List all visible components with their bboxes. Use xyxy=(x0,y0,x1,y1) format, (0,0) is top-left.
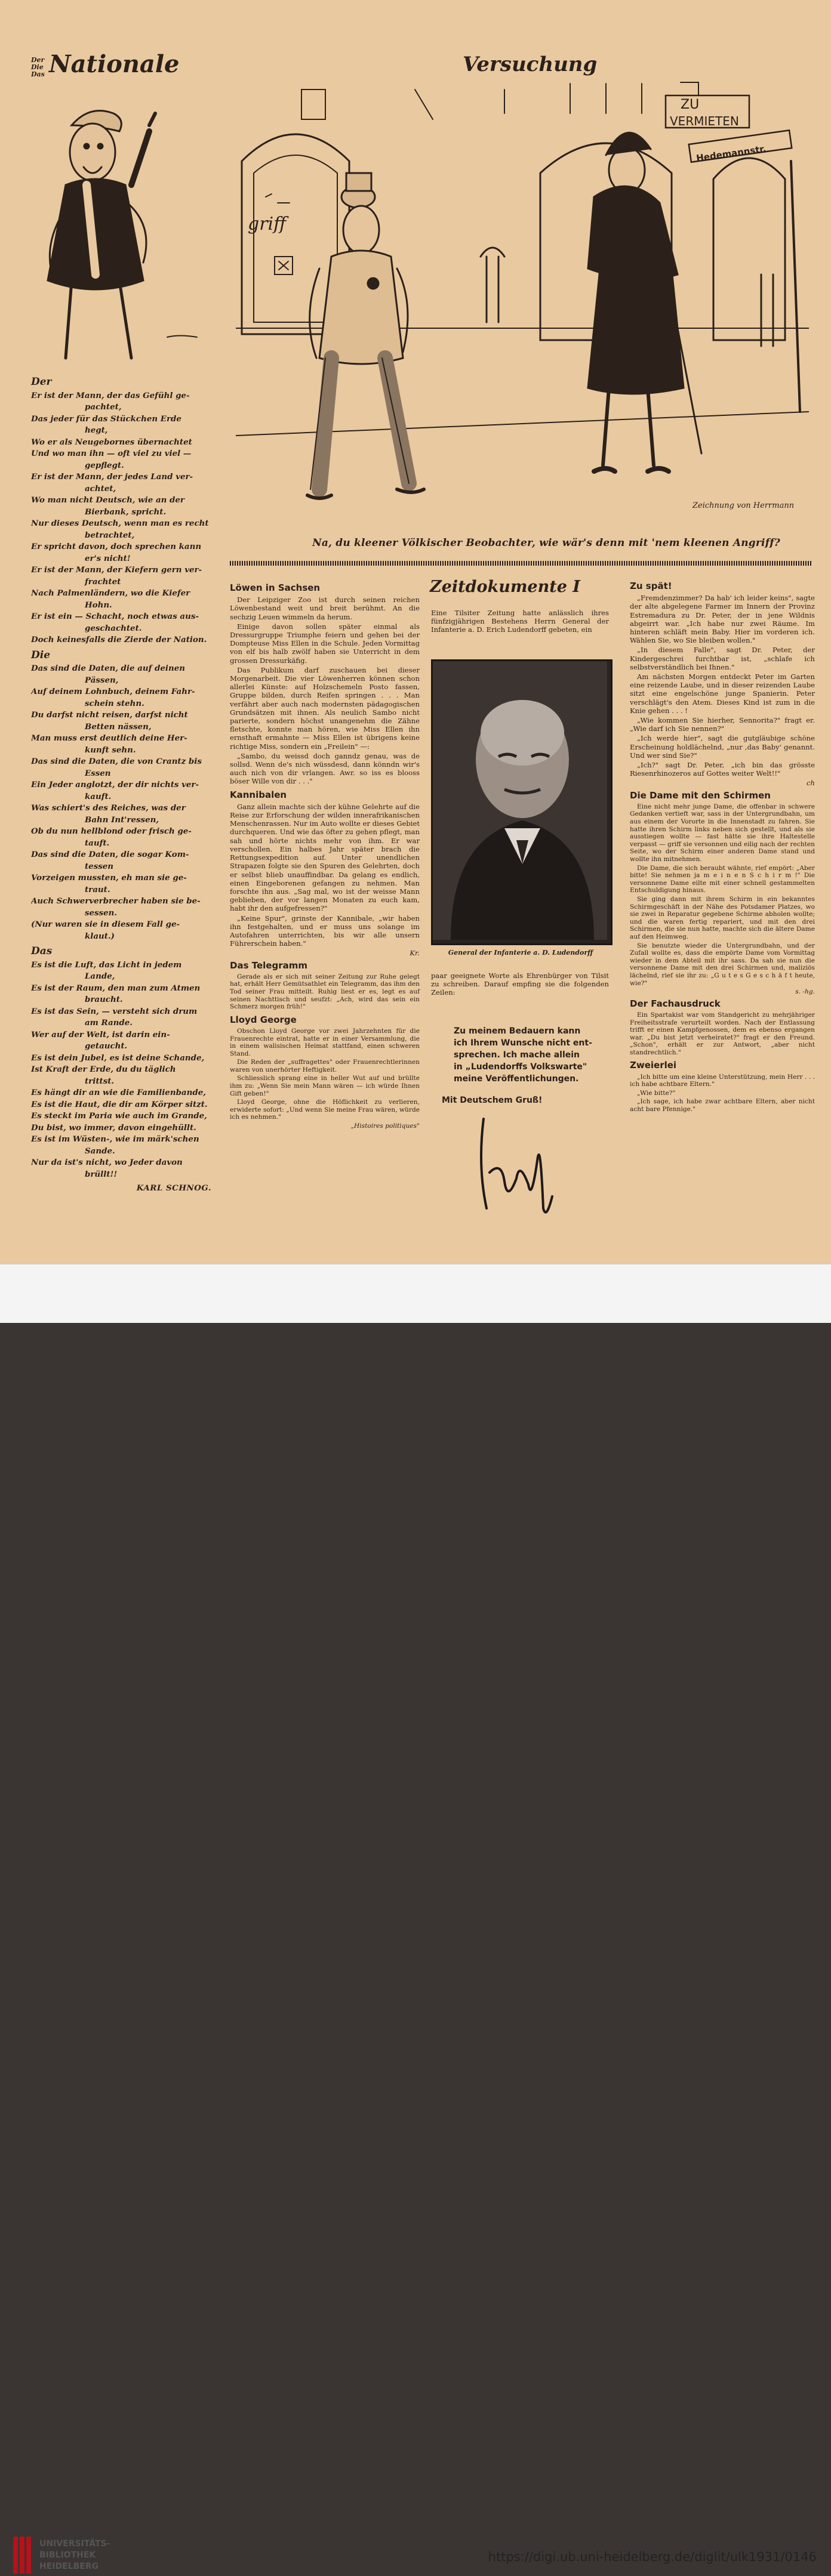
poem-line: klaut.) xyxy=(85,931,115,941)
poem-line: Sande. xyxy=(85,1146,115,1156)
poem-line: Er ist der Mann, der Kiefern gern ver- xyxy=(31,565,202,575)
library-logo[interactable] xyxy=(13,2534,110,2576)
spaet-paragraph: „Ich?" sagt Dr. Peter, „ich bin das grösste Riesenrhinozeros auf Gottes weiter Welt!!" xyxy=(630,761,815,778)
heading-telegramm: Das Telegramm xyxy=(230,960,307,971)
ludendorff-letter xyxy=(442,1025,603,1106)
poem-line: sessen. xyxy=(85,908,118,918)
poem-line: Man muss erst deutlich deine Her- xyxy=(31,733,187,743)
poem-section-heading: Das xyxy=(31,945,53,957)
spaet-paragraph: Am nächsten Morgen entdeckt Peter im Garten eine reizende Laube, und in dieser reizenden Laube sitzt eine engelschöne junge Spanierin. Peter verschlägt's den Atem. Dieses Kind ist zum in die Knie gehen . . . ! xyxy=(630,672,815,715)
loewen-paragraph: Das Publikum darf zuschauen bei dieser Morgenarbeit. Die vier Löwenherren können schon allerlei Künste: auf Holzschemeln Posto fassen, Gruppe bilden, durch Reifen springen . . . Man verfährt aber auch nach modernsten pädagogischen Grundsätzen mit ihnen. Als neulich Sambo nicht parierte, sondern höchst unangenehm die Zähne fletschte, konnte man hören, wie Miss Ellen ihn ernsthaft ermahnte — Miss Ellen ist übrigens keine richtige Miss, sondern ein „Freilein" —: xyxy=(230,665,420,751)
title-versuchung: Versuchung xyxy=(463,53,598,76)
library-name-line: UNIVERSITÄTS- xyxy=(39,2538,110,2549)
heading-dame-mit-schirmen: Die Dame mit den Schirmen xyxy=(630,789,771,801)
poem-line: Betten nässen, xyxy=(85,721,152,732)
kannibalen-signature: Kr. xyxy=(410,949,420,958)
poem-line: Nach Palmenländern, wo die Kiefer xyxy=(31,588,190,598)
heading-zweierlei: Zweierlei xyxy=(630,1060,677,1071)
poem-line: Ein Jeder anglotzt, der dir nichts ver- xyxy=(31,780,199,789)
poem-line: Essen xyxy=(85,768,111,778)
poem-author: KARL SCHNOG. xyxy=(136,1183,211,1193)
sign-zu: ZU xyxy=(681,97,700,112)
telegramm-paragraph: Gerade als er sich mit seiner Zeitung zur Ruhe gelegt hat, erhält Herr Gemütsathlet ein Telegramm, das ihm den Tod seiner Frau mitteilt. Ruhig liest er es, legt es auf seinen Nachttisch und seufzt: „Ach, wird das sein ein Schmerz morgen früh!" xyxy=(230,973,420,1011)
heading-lloyd-george: Lloyd George xyxy=(230,1014,297,1025)
letter-line: Zu meinem Bedauern kann xyxy=(454,1026,581,1036)
spaet-paragraph: „Wie kommen Sie hierher, Sennorita?" fragt er. „Wie darf ich Sie nennen?" xyxy=(630,716,815,733)
library-logo-icon xyxy=(13,2534,31,2576)
poem-line: am Rande. xyxy=(85,1018,133,1028)
poem-line: Er ist ein — Schacht, noch etwas aus- xyxy=(31,612,199,621)
poem-line: Das sind die Daten, die von Crantz bis xyxy=(31,757,202,766)
poem-line: Ist Kraft der Erde, du du täglich xyxy=(31,1065,176,1074)
poem-line: Du darfst nicht reisen, darfst nicht xyxy=(31,710,188,720)
heading-zeitdokumente: Zeitdokumente I xyxy=(430,578,580,596)
poem-line: traut. xyxy=(85,884,110,894)
poem-line: Es ist im Wüsten-, wie im märk'schen xyxy=(31,1134,199,1144)
zwei-paragraph: „Ich bitte um eine kleine Unterstützung, mein Herr . . . ich habe achtbare Eltern." xyxy=(630,1073,815,1088)
poem-line: brüllt!! xyxy=(85,1169,118,1179)
loewen-paragraph: Einige davon sollen später einmal als Dressurgruppe Triumphe feiern und gehen bei der Dompteuse Miss Ellen in die Schule. Jeden Vormittag von elf bis halb zwölf haben sie Unterricht in dem grossen Dressurkäfig. xyxy=(230,622,420,665)
poem-line: Bierbank, spricht. xyxy=(85,507,167,517)
poem-line: Auf deinem Lohnbuch, deinem Fahr- xyxy=(31,687,195,696)
library-name-line: BIBLIOTHEK xyxy=(39,2550,96,2560)
poem-line: Er spricht davon, doch sprechen kann xyxy=(31,542,202,551)
heading-kannibalen: Kannibalen xyxy=(230,789,287,800)
poem-line: Auch Schwerverbrecher haben sie be- xyxy=(31,896,201,906)
spaet-signature: ch xyxy=(807,779,815,788)
poem-line: braucht. xyxy=(85,995,123,1004)
poem-line: Er ist der Mann, der jedes Land ver- xyxy=(31,472,193,482)
poem-line: Er ist der Mann, der das Gefühl ge- xyxy=(31,390,190,400)
ludendorff-portrait xyxy=(431,659,613,945)
street-sign: Hedemannstr. xyxy=(695,143,767,164)
poem-line: Es ist die Haut, die dir am Körper sitzt. xyxy=(31,1099,208,1109)
poem-line: achtet, xyxy=(85,483,116,493)
kannibalen-paragraph: „Keine Spur", grinste der Kannibale, „wir haben ihn festgehalten, und er muss uns solange im Autofahren unterrichten, bis wir alle unsern Führerschein haben." xyxy=(230,914,420,948)
letter-greeting: Mit Deutschem Gruß! xyxy=(442,1096,543,1105)
lloyd-source: „Histoires politiques" xyxy=(350,1122,420,1130)
dame-paragraph: Sie ging dann mit ihrem Schirm in ein bekanntes Schirmgeschäft in der Nähe des Potsdamer Platzes, wo sie zwei in Reparatur gegebene Schirme abholen wollte; und die waren fertig repariert, und mit den drei Schirmen, die sie nun hatte, machte sich die ältere Dame auf den Heimweg. xyxy=(630,896,815,940)
lloyd-paragraph: Schliesslich sprang eine in heller Wut auf und brüllte ihm zu: „Wenn Sie mein Mann wären — ich würde Ihnen Gift geben!" xyxy=(230,1075,420,1097)
lloyd-paragraph: Obschon Lloyd George vor zwei Jahrzehnten für die Frauenrechte eintrat, hatte er in einer Versammlung, die in einem walisischen Heimat stattfand, einen schweren Stand. xyxy=(230,1027,420,1057)
poem-line: Es ist die Luft, das Licht in jedem xyxy=(31,960,182,970)
poem-line: betrachtet, xyxy=(85,530,135,540)
zeitdokumente-intro: Eine Tilsiter Zeitung hatte anlässlich ihres fünfzigjährigen Bestehens Herrn General der Infanterie a. D. Erich Ludendorff gebeten, ein xyxy=(431,609,609,634)
poem-line: Du bist, wo immer, davon eingehüllt. xyxy=(31,1122,196,1133)
poem-line: Es steckt im Paria wie auch im Grande, xyxy=(31,1111,207,1121)
letter-line: meine Veröffentlichungen. xyxy=(454,1074,579,1084)
poem-line: Es ist der Raum, den man zum Atmen xyxy=(31,983,201,993)
poem-line: Wer auf der Welt, ist darin ein- xyxy=(31,1029,170,1039)
heading-loewen: Löwen in Sachsen xyxy=(230,582,321,593)
poem-line: Es ist dein Jubel, es ist deine Schande, xyxy=(31,1053,205,1063)
heading-zu-spaet: Zu spät! xyxy=(630,581,672,591)
dame-paragraph: Sie benutzte wieder die Untergrundbahn, und der Zufall wollte es, dass die empörte Dame vom Vormittag wieder in dem Abteil mit ihr sass. Da sah sie nun die versonnene Dame mit den drei Schirmen und, maliziös lächelnd, rief sie ihr zu: „G u t e s G e s c h ä f t heute, wie?" xyxy=(630,942,815,987)
portrait-caption: General der Infanterie a. D. Ludendorff xyxy=(448,949,593,957)
letter-line: ich Ihrem Wunsche nicht ent- xyxy=(454,1038,592,1048)
poem-line: schein stehn. xyxy=(85,698,144,708)
article-das: Das xyxy=(31,70,45,78)
lloyd-paragraph: Lloyd George, ohne die Höflichkeit zu verlieren, erwiderte sofort: „Und wenn Sie meine Frau wären, würde ich es nehmen." xyxy=(230,1099,420,1121)
sign-vermieten: VERMIETEN xyxy=(670,114,739,128)
poem-line: Ob du nun hellblond oder frisch ge- xyxy=(31,826,192,836)
poem-line: tessen xyxy=(85,861,114,871)
poem-line: trittst. xyxy=(85,1076,115,1086)
permalink-url[interactable]: https://digi.ub.uni-heidelberg.de/diglit/ulk1931/0146 xyxy=(488,2550,817,2564)
article-der: Der xyxy=(31,56,45,64)
poem-line: kunft sehn. xyxy=(85,745,136,755)
zwei-paragraph: „Wie bitte?" xyxy=(637,1089,676,1097)
poem-line: Es hängt dir an wie die Familienbande, xyxy=(31,1088,206,1097)
poem-line: Wo er als Neugebornes übernachtet xyxy=(31,437,192,447)
poem-line: Was schiert's des Reiches, was der xyxy=(31,803,186,813)
ludendorff-signature xyxy=(472,1107,561,1214)
zeitdokumente-text: paar geeignete Worte als Ehrenbürger von Tilsit zu schreiben. Darauf empfing sie die folgenden Zeilen: xyxy=(431,971,609,997)
poem-line: (Nur waren sie in diesem Fall ge- xyxy=(31,920,180,929)
newspaper-page xyxy=(0,0,831,1264)
dame-paragraph: Die Dame, die sich beraubt wähnte, rief empört: „Aber bitte! Sie nehmen ja m e i n e n S c h i r m !" Die versonnene Dame eilte mit einer schnell gestammelten Entschuldigung hinaus. xyxy=(630,864,815,894)
dame-paragraph: Eine nicht mehr junge Dame, die offenbar in schwere Gedanken vertieft war, sass in der Untergrundbahn, um aus einem der Vororte in die Innenstadt zu fahren. Sie hatte ihren Schirm links neben sich gestellt, und als sie ausstiegen wollte — fast hätte sie ihre Haltestelle verpasst — griff sie versonnen und eilig nach der rechten Seite, wo der Schirm einer anderen Dame stand und wollte ihn mitnehmen. xyxy=(630,803,815,863)
letter-line: sprechen. Ich mache allein xyxy=(454,1050,580,1060)
poem-line: pachtet, xyxy=(85,402,122,412)
spaet-paragraph: „Ich werde hier", sagt die gutgläubige schöne Erscheinung holdlächelnd, „nur ,das Baby' genannt. Und wer sind Sie?" xyxy=(630,734,815,760)
section-divider xyxy=(230,561,812,566)
cartoon-caption: Na, du kleener Völkischer Beobachter, wie wär's denn mit 'nem kleenen Angriff? xyxy=(312,537,780,549)
poem-section-heading: Die xyxy=(31,649,51,661)
poem-line: Nur dieses Deutsch, wenn man es recht xyxy=(31,519,209,528)
poem-line: gepflegt. xyxy=(85,460,124,470)
poem-line: Bahn Int'ressen, xyxy=(85,815,159,825)
heading-fachausdruck: Der Fachausdruck xyxy=(630,998,721,1009)
fach-paragraph: Ein Spartakist war vom Standgericht zu mehrjähriger Freiheitsstrafe verurteilt worden. Nach der Entlassung trifft er einen Kampfgenossen, dem es ebenso ergangen war. „Du bist jetzt verheiratet?" fragt er den Freund. „Schon", erhält er zur Antwort, „aber nicht standrechtlich." xyxy=(630,1011,815,1056)
poem-line: Pässen, xyxy=(85,675,119,685)
column-two xyxy=(230,584,420,1130)
poem-line: Das sind die Daten, die sogar Kom- xyxy=(31,850,189,859)
poem-line: Das sind die Daten, die auf deinen xyxy=(31,664,185,673)
lloyd-paragraph: Die Reden der „suffragettes" oder Frauenrechtlerinnen waren von unerhörter Heftigkeit. xyxy=(230,1059,420,1073)
library-footer xyxy=(0,1264,831,2571)
zwei-paragraph: „Ich sage, ich habe zwar achtbare Eltern, aber nicht acht bare Pfennige." xyxy=(630,1098,815,1113)
poem-line: hegt, xyxy=(85,425,108,435)
library-name-line: HEIDELBERG xyxy=(39,2561,99,2571)
poem-line: Es ist das Sein, — versteht sich drum xyxy=(31,1006,198,1016)
poem-line: er's nicht! xyxy=(85,553,131,563)
poem-line: Das jeder für das Stückchen Erde xyxy=(31,414,181,424)
spaet-paragraph: „Fremdenzimmer? Da hab' ich leider keins", sagte der alte abgelegene Farmer im Innern der Provinz Estremadura zu Dr. Peter, der in jene Wildnis abgeirrt war. „Ich habe nur zwei Räume. Im hinteren schläft mein Baby. Hier im vorderen ich. Wählen Sie, wo Sie bleiben wollen." xyxy=(630,594,815,645)
column-four xyxy=(630,582,815,1115)
versuchung-cartoon xyxy=(236,78,809,537)
poem-line: Und wo man ihn — oft viel zu viel — xyxy=(31,449,192,458)
poem-line: Lande, xyxy=(85,971,115,981)
poem-line: Vorzeigen mussten, eh man sie ge- xyxy=(31,873,187,883)
artist-credit: Zeichnung von Herrmann xyxy=(692,501,795,510)
poem-line: Doch keinesfalls die Zierde der Nation. xyxy=(31,635,207,644)
article-stack xyxy=(31,57,45,78)
loewen-paragraph: „Sambo, du weissd doch ganndz genau, was de sollsd. Wenn de's nich wüssdesd, dann könndn wir's auch nich von dir vrlangen. Awr. so iss es blooss böser Wille von dir . . ." xyxy=(230,751,420,786)
kannibalen-paragraph: Ganz allein machte sich der kühne Gelehrte auf die Reise zur Erforschung der wilden innerafrikanischen Menschenrassen. Nur im Auto wollte er dieses Gebiet durchqueren. Und wie das öfter zu gehen pflegt, man sah und hörte nichts mehr von ihm. Er war verschollen. Ein halbes Jahr später brach die Rettungsexpedition auf. Unter unendlichen Strapazen folgte sie den Spuren des Gelehrten, doch er selbst blieb unauffindbar. Da gelang es endlich, einen Eingeborenen gefangen zu nehmen. Man forschte ihn aus. „Sag mal, wo ist der weisse Mann geblieben, der vor langen Monaten zu euch kam, habt ihr den aufgefressen?" xyxy=(230,802,420,913)
poem-section-heading: Der xyxy=(31,376,52,388)
poem-line: getaucht. xyxy=(85,1041,128,1051)
poem-line: tauft. xyxy=(85,838,110,848)
shop-sign: griff xyxy=(248,214,287,235)
dame-signature: s. -hg. xyxy=(795,988,815,996)
article-die: Die xyxy=(31,63,44,71)
poem-line: Wo man nicht Deutsch, wie an der xyxy=(31,495,184,505)
letter-line: in „Ludendorffs Volkswarte" xyxy=(454,1062,587,1072)
poem-line: geschachtet. xyxy=(85,623,142,633)
poem-line: frachtet xyxy=(85,576,121,587)
title-nationale: Nationale xyxy=(49,50,180,78)
poem-line: Nur da ist's nicht, wo Jeder davon xyxy=(31,1158,183,1167)
poem-karl-schnog xyxy=(31,373,217,1195)
spaet-paragraph: „In diesem Falle", sagt Dr. Peter, der Kindergeschrei furchtbar ist, „schlafe ich selbstverständlich bei Ihnen." xyxy=(630,646,815,671)
caricature-illustration xyxy=(30,101,221,364)
poem-line: Hohn. xyxy=(85,600,112,610)
loewen-paragraph: Der Leipziger Zoo ist durch seinen reichen Löwenbestand weit und breit berühmt. An die sechzig Leuen wimmeln da herum. xyxy=(230,596,420,621)
poem-line: kauft. xyxy=(85,791,112,801)
